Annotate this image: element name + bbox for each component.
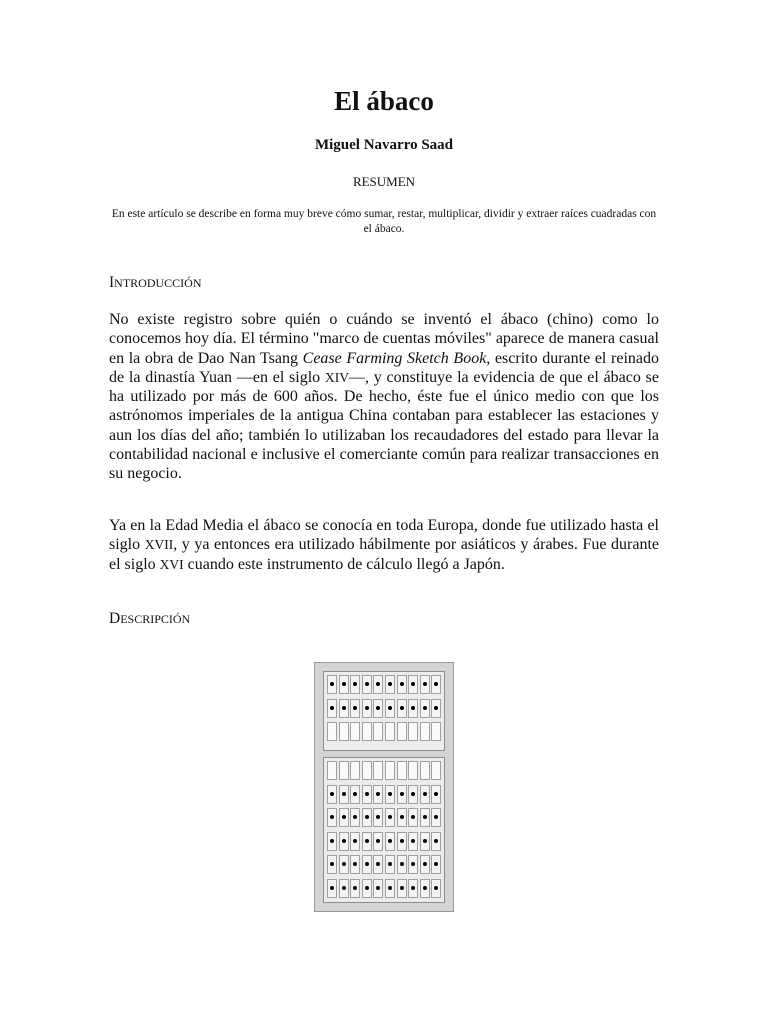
abacus-bead	[353, 839, 357, 843]
abacus-bead-cell	[385, 808, 395, 827]
abacus-bead	[388, 839, 392, 843]
abacus-bead	[330, 815, 334, 819]
abacus-bead-cell	[327, 808, 337, 827]
abacus-bead-cell	[385, 832, 395, 851]
abacus-bead-cell	[350, 832, 360, 851]
abacus-bead	[434, 815, 438, 819]
abacus-bead-cell	[420, 832, 430, 851]
abacus-bead	[434, 839, 438, 843]
abacus-rod-cell	[350, 761, 360, 780]
abacus-bead	[423, 886, 427, 890]
abacus-bead-cell	[350, 855, 360, 874]
abacus-bead-cell	[431, 808, 441, 827]
abacus-bead	[365, 706, 369, 710]
abacus-bead	[342, 862, 346, 866]
abacus-bead-cell	[362, 699, 372, 718]
abacus-bead-cell	[431, 785, 441, 804]
abacus-bead-cell	[339, 879, 349, 898]
abacus-bead	[330, 886, 334, 890]
abacus-rod-cell	[339, 761, 349, 780]
abacus-bead-cell	[408, 785, 418, 804]
abacus-bead-cell	[327, 699, 337, 718]
abacus-rod-cell	[385, 722, 395, 741]
abacus-bead	[365, 862, 369, 866]
abacus-bead	[411, 682, 415, 686]
abacus-bead-cell	[327, 855, 337, 874]
abacus-bead	[342, 815, 346, 819]
abacus-bead-cell	[373, 808, 383, 827]
paper-title: El ábaco	[334, 86, 434, 116]
abacus-bead	[400, 682, 404, 686]
abacus-bead-cell	[420, 808, 430, 827]
abacus-rod-cell	[339, 722, 349, 741]
abacus-bead	[342, 886, 346, 890]
abacus-bead	[376, 862, 380, 866]
abacus-bead	[400, 815, 404, 819]
abacus-bead-cell	[397, 855, 407, 874]
abacus-bead-cell	[362, 879, 372, 898]
abacus-rod-cell	[420, 722, 430, 741]
abacus-bead	[434, 862, 438, 866]
abacus-bead-cell	[339, 808, 349, 827]
abacus-bead-cell	[362, 832, 372, 851]
abacus-bead	[400, 886, 404, 890]
abacus-bead-cell	[431, 855, 441, 874]
abacus-bead	[434, 706, 438, 710]
abacus-bead	[376, 839, 380, 843]
abacus-bead-cell	[420, 879, 430, 898]
abacus-bead-cell	[397, 832, 407, 851]
abacus-bead	[400, 862, 404, 866]
abacus-bead-cell	[397, 785, 407, 804]
abstract-text: En este artículo se describe en forma muy breve cómo sumar, restar, multiplicar, dividir y extraer raíces cuadradas con el ábaco.	[111, 208, 657, 235]
abacus-rod-cell	[408, 722, 418, 741]
abacus-bead-cell	[327, 675, 337, 694]
abacus-bead-cell	[385, 785, 395, 804]
section-heading-introduction: INTRODUCCIÓN	[109, 274, 202, 291]
abacus-bead	[353, 862, 357, 866]
abacus-bead	[423, 815, 427, 819]
abacus-bead	[353, 706, 357, 710]
abacus-bead	[342, 682, 346, 686]
abacus-bead	[365, 792, 369, 796]
abacus-bead-cell	[420, 699, 430, 718]
abacus-bead	[353, 682, 357, 686]
abacus-rod-cell	[420, 761, 430, 780]
abacus-bead-cell	[373, 832, 383, 851]
abacus-bead-cell	[350, 808, 360, 827]
abacus-rod-cell	[362, 722, 372, 741]
abacus-bead	[388, 862, 392, 866]
abacus-rod-cell	[431, 761, 441, 780]
abacus-bead	[376, 706, 380, 710]
abacus-bead-cell	[385, 699, 395, 718]
abacus-bead-cell	[408, 808, 418, 827]
abacus-bead-cell	[420, 855, 430, 874]
abacus-rod-cell	[397, 761, 407, 780]
abacus-bead	[434, 792, 438, 796]
abacus-bead	[388, 792, 392, 796]
abacus-rod-cell	[385, 761, 395, 780]
abacus-bead-cell	[362, 785, 372, 804]
abacus-bead-cell	[327, 785, 337, 804]
abacus-bead-cell	[385, 879, 395, 898]
abacus-bead	[423, 862, 427, 866]
abacus-bead-cell	[362, 855, 372, 874]
abacus-bead-cell	[373, 675, 383, 694]
abacus-bead	[330, 839, 334, 843]
abacus-bead-cell	[339, 785, 349, 804]
abacus-bead	[388, 682, 392, 686]
abacus-bead-cell	[350, 675, 360, 694]
abacus-bead-cell	[339, 675, 349, 694]
abacus-lower-deck	[323, 757, 445, 903]
abacus-bead	[434, 886, 438, 890]
abacus-bead	[423, 706, 427, 710]
abacus-bead-cell	[431, 699, 441, 718]
abacus-bead	[342, 706, 346, 710]
abacus-bead-cell	[420, 675, 430, 694]
abacus-bead	[365, 815, 369, 819]
abacus-bead-cell	[373, 785, 383, 804]
abacus-bead	[353, 792, 357, 796]
abacus-bead-cell	[420, 785, 430, 804]
abacus-rod-cell	[327, 761, 337, 780]
abacus-bead	[342, 839, 346, 843]
abacus-bead-cell	[408, 832, 418, 851]
abacus-bead-cell	[397, 808, 407, 827]
abacus-bead	[423, 839, 427, 843]
abacus-rod-cell	[408, 761, 418, 780]
abacus-bead	[400, 706, 404, 710]
abacus-rod-cell	[431, 722, 441, 741]
abacus-rod-cell	[373, 722, 383, 741]
abacus-bead	[388, 706, 392, 710]
abacus-figure	[314, 662, 454, 912]
abacus-upper-deck	[323, 671, 445, 751]
abacus-bead	[400, 792, 404, 796]
abacus-bead-cell	[408, 879, 418, 898]
abacus-bead	[434, 682, 438, 686]
abacus-bead-cell	[350, 879, 360, 898]
abacus-bead	[342, 792, 346, 796]
abacus-bead	[411, 706, 415, 710]
abacus-rod-cell	[350, 722, 360, 741]
abacus-bead	[411, 886, 415, 890]
abacus-bead-cell	[397, 879, 407, 898]
abacus-bead	[388, 886, 392, 890]
abacus-bead	[423, 792, 427, 796]
abacus-bead-cell	[408, 855, 418, 874]
section-heading-description: DESCRIPCIÓN	[109, 610, 191, 627]
abacus-bead-cell	[339, 699, 349, 718]
abacus-bead-cell	[339, 832, 349, 851]
abacus-bead	[411, 839, 415, 843]
abacus-bead	[411, 815, 415, 819]
abacus-bead	[365, 839, 369, 843]
abacus-bead	[330, 862, 334, 866]
abacus-bead	[376, 886, 380, 890]
abacus-rod-cell	[397, 722, 407, 741]
abacus-bead	[376, 792, 380, 796]
author-name: Miguel Navarro Saad	[314, 137, 454, 153]
abacus-bead	[330, 792, 334, 796]
abacus-bead-cell	[431, 879, 441, 898]
abacus-bead	[353, 886, 357, 890]
abacus-bead-cell	[373, 855, 383, 874]
abacus-bead-cell	[408, 675, 418, 694]
intro-paragraph-2: Ya en la Edad Media el ábaco se conocía en toda Europa, donde fue utilizado hasta el siglo XVII, y ya entonces era utilizado hábilmente por asiáticos y árabes. Fue durante el siglo XVI cuando este instrumento de cálculo llegó a Japón.	[109, 517, 660, 573]
abacus-bead-cell	[408, 699, 418, 718]
abacus-bead-cell	[362, 675, 372, 694]
abacus-bead-cell	[350, 699, 360, 718]
abacus-bead-cell	[385, 855, 395, 874]
abacus-bead	[400, 839, 404, 843]
abacus-bead	[376, 815, 380, 819]
abacus-bead-cell	[362, 808, 372, 827]
intro-paragraph-1: No existe registro sobre quién o cuándo se inventó el ábaco (chino) como lo conocemos hoy día. El término "marco de cuentas móviles" aparece de manera casual en la obra de Dao Nan Tsang Cease Farming Sketch Book, escrito durante el reinado de la dinastía Yuan —en el siglo XIV—, y constituye la evidencia de que el ábaco se ha utilizado por más de 600 años. De hecho, éste fue el único medio con que los astrónomos imperiales de la antigua China contaban para establecer las estaciones y aun los días del año; también lo utilizaban los recaudadores del estado para llevar la contabilidad nacional e inclusive el comerciante común para realizar transacciones en su negocio.	[109, 311, 659, 483]
abacus-bead	[330, 682, 334, 686]
abacus-rod-cell	[362, 761, 372, 780]
abacus-bead-cell	[397, 699, 407, 718]
abacus-bead	[388, 815, 392, 819]
abacus-bead-cell	[373, 879, 383, 898]
abacus-bead-cell	[431, 675, 441, 694]
abacus-bead-cell	[385, 675, 395, 694]
abacus-bead	[411, 862, 415, 866]
abacus-bead-cell	[339, 855, 349, 874]
abacus-rod-cell	[327, 722, 337, 741]
abacus-bead-cell	[327, 832, 337, 851]
abstract-heading: RESUMEN	[352, 174, 416, 189]
abacus-bead	[365, 682, 369, 686]
abacus-bead	[376, 682, 380, 686]
abacus-bead-cell	[350, 785, 360, 804]
abacus-bead-cell	[431, 832, 441, 851]
abacus-bead-cell	[373, 699, 383, 718]
abacus-bead-cell	[327, 879, 337, 898]
abacus-rod-cell	[373, 761, 383, 780]
abacus-bead	[423, 682, 427, 686]
abacus-bead	[411, 792, 415, 796]
abacus-bead-cell	[397, 675, 407, 694]
abacus-bead	[330, 706, 334, 710]
abacus-bead	[365, 886, 369, 890]
abacus-bead	[353, 815, 357, 819]
